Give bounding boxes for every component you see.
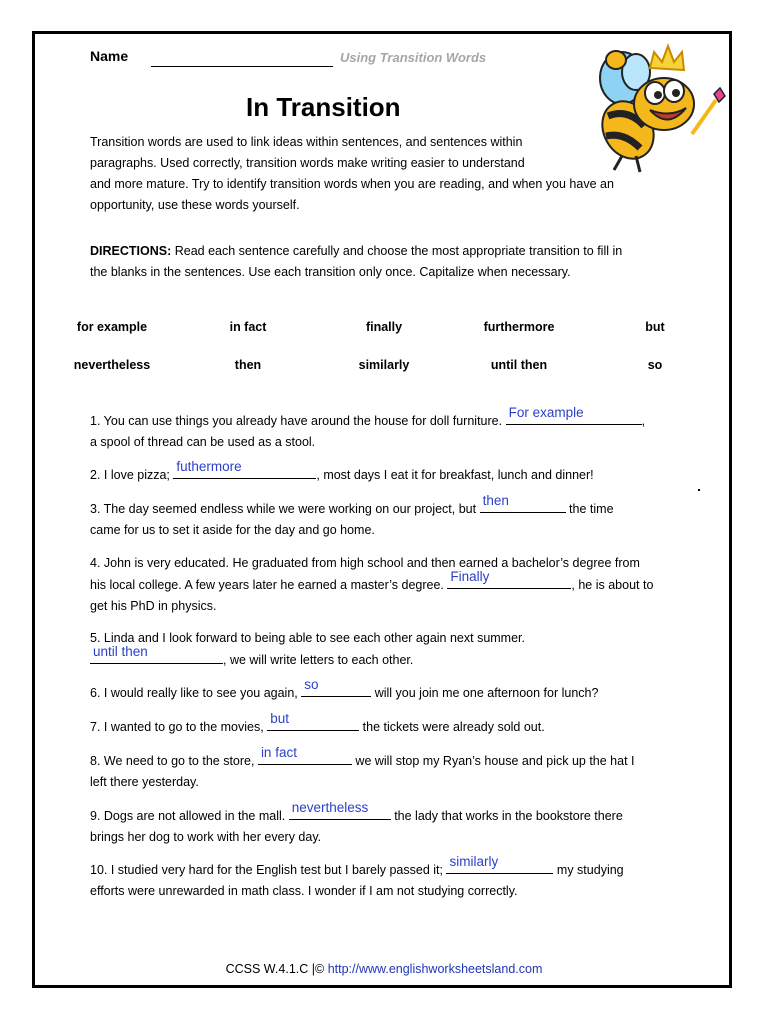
footer [0,962,768,976]
answer-text: but [270,711,289,726]
directions-label: DIRECTIONS: [90,244,172,258]
question-1: 1. You can use things you already have around the house for doll furniture. For example , a spool of thread can be used as a stool. [90,410,680,453]
word-bank-item: then [234,358,262,372]
word-bank-item: nevertheless [73,358,151,372]
answer-blank[interactable] [447,569,571,589]
answer-text: futhermore [176,459,242,474]
question-2: 2. I love pizza; futhermore , most days I eat it for breakfast, lunch and dinner! [90,464,680,486]
answer-text: then [482,493,509,508]
word-bank-item: in fact [229,320,267,334]
answer-blank[interactable] [267,711,359,731]
question-9: 9. Dogs are not allowed in the mall. nevertheless the lady that works in the bookstore there brings her dog to work with her every day. [90,805,680,848]
stray-mark [698,489,700,491]
question-5: 5. Linda and I look forward to being able to see each other again next summer. until then , we will write letters to each other. [90,631,525,667]
word-bank-item: so [647,358,663,372]
word-bank-item: until then [490,358,548,372]
name-field-line[interactable] [151,66,333,67]
question-10: 10. I studied very hard for the English test but I barely passed it; similarly my studying efforts were unrewarded in math class. I wonder if I am not studying correctly. [90,859,680,902]
page-title: In Transition [246,92,401,122]
answer-blank[interactable] [446,854,553,874]
question-3: 3. The day seemed endless while we were working on our project, but then the time came for us to set it aside for the day and go home. [90,498,680,541]
answer-blank[interactable] [173,459,316,479]
worksheet-subtitle: Using Transition Words [340,50,487,65]
word-bank-item: similarly [358,358,410,372]
answer-blank[interactable] [289,800,391,820]
question-8: 8. We need to go to the store, in fact we will stop my Ryan’s house and pick up the hat I left there yesterday. [90,750,680,793]
name-label: Name [90,48,129,64]
answer-text: similarly [449,854,499,869]
word-bank-item: for example [76,320,148,334]
answer-text: Finally [450,569,490,584]
answer-text: For example [508,405,584,420]
answer-text: until then [93,644,148,659]
intro-paragraph: Transition words are used to link ideas within sentences, and sentences within paragraphs. Used correctly, transition words make writing easier to understand and more mature. Try to identify transition words when you are reading, and when you have an opportunity, use these words yourself. [90,135,614,212]
answer-blank[interactable] [480,493,566,513]
question-7: 7. I wanted to go to the movies, but the tickets were already sold out. [90,716,680,738]
answer-text: nevertheless [291,800,369,815]
directions-paragraph: DIRECTIONS: Read each sentence carefully and choose the most appropriate transition to fill in the blanks in the sentences. Use each transition only once. Capitalize when necessary. [90,244,623,279]
footer-standard: CCSS W.4.1.C |© [225,962,328,976]
question-6: 6. I would really like to see you again, so will you join me one afternoon for lunch? [90,682,680,704]
answer-blank[interactable] [301,677,371,697]
word-bank-item: furthermore [483,320,555,334]
word-bank-item: finally [365,320,403,334]
answer-text: in fact [260,745,297,760]
answer-blank[interactable] [90,644,223,664]
answer-blank[interactable] [258,745,352,765]
footer-website-link[interactable]: http://www.englishworksheetsland.com [327,962,543,976]
answer-text: so [304,677,319,692]
word-bank-item: but [645,320,665,334]
answer-blank[interactable] [506,405,642,425]
question-4: 4. John is very educated. He graduated from high school and then earned a bachelor’s degree from his local college. A few years later he earned a master’s degree. Finally , he is about to get his PhD in physics. [90,556,654,613]
